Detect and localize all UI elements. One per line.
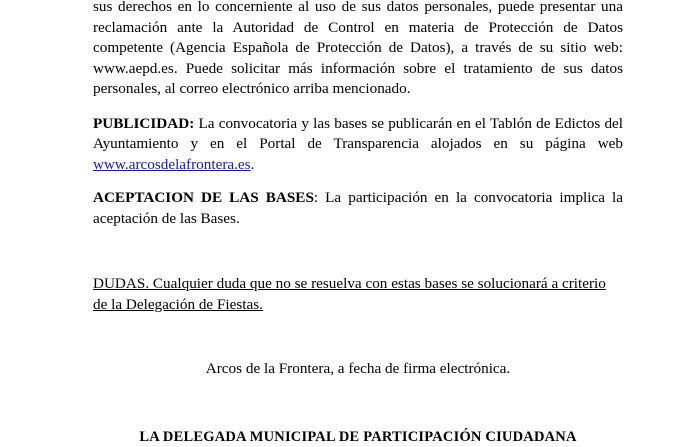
- document-page: [93, 0, 623, 447]
- aceptacion-text: : La participación en la convocatoria implica la aceptación de las Bases.: [93, 189, 623, 227]
- dudas-paragraph: DUDAS. Cualquier duda que no se resuelva con estas bases se solucionará a criterio de la Delegación de Fiestas.: [93, 274, 623, 315]
- publicidad-paragraph: [93, 114, 623, 176]
- publicidad-heading: PUBLICIDAD:: [93, 115, 194, 132]
- aceptacion-paragraph: [93, 188, 623, 229]
- website-link[interactable]: www.arcosdelafrontera.es: [93, 156, 251, 173]
- signature-title: LA DELEGADA MUNICIPAL DE PARTICIPACIÓN CIUDADANA: [93, 427, 623, 447]
- privacy-paragraph: sus derechos en lo concerniente al uso de sus datos personales, puede presentar una reclamación ante la Autoridad de Control en materia de Protección de Datos competente (Agencia Española de Protección de Datos), a través de su sitio web: www.aepd.es. Puede solicitar más información sobre el tratamiento de sus datos personales, al correo electrónico arriba mencionado.: [93, 0, 623, 100]
- publicidad-text: La convocatoria y las bases se publicarán en el Tablón de Edictos del Ayuntamiento y en el Portal de Transparencia alojados en su página web: [93, 115, 623, 153]
- place-date-line: Arcos de la Frontera, a fecha de firma electrónica.: [93, 359, 623, 380]
- aceptacion-heading: ACEPTACION DE LAS BASES: [93, 189, 314, 206]
- publicidad-suffix: .: [251, 156, 255, 173]
